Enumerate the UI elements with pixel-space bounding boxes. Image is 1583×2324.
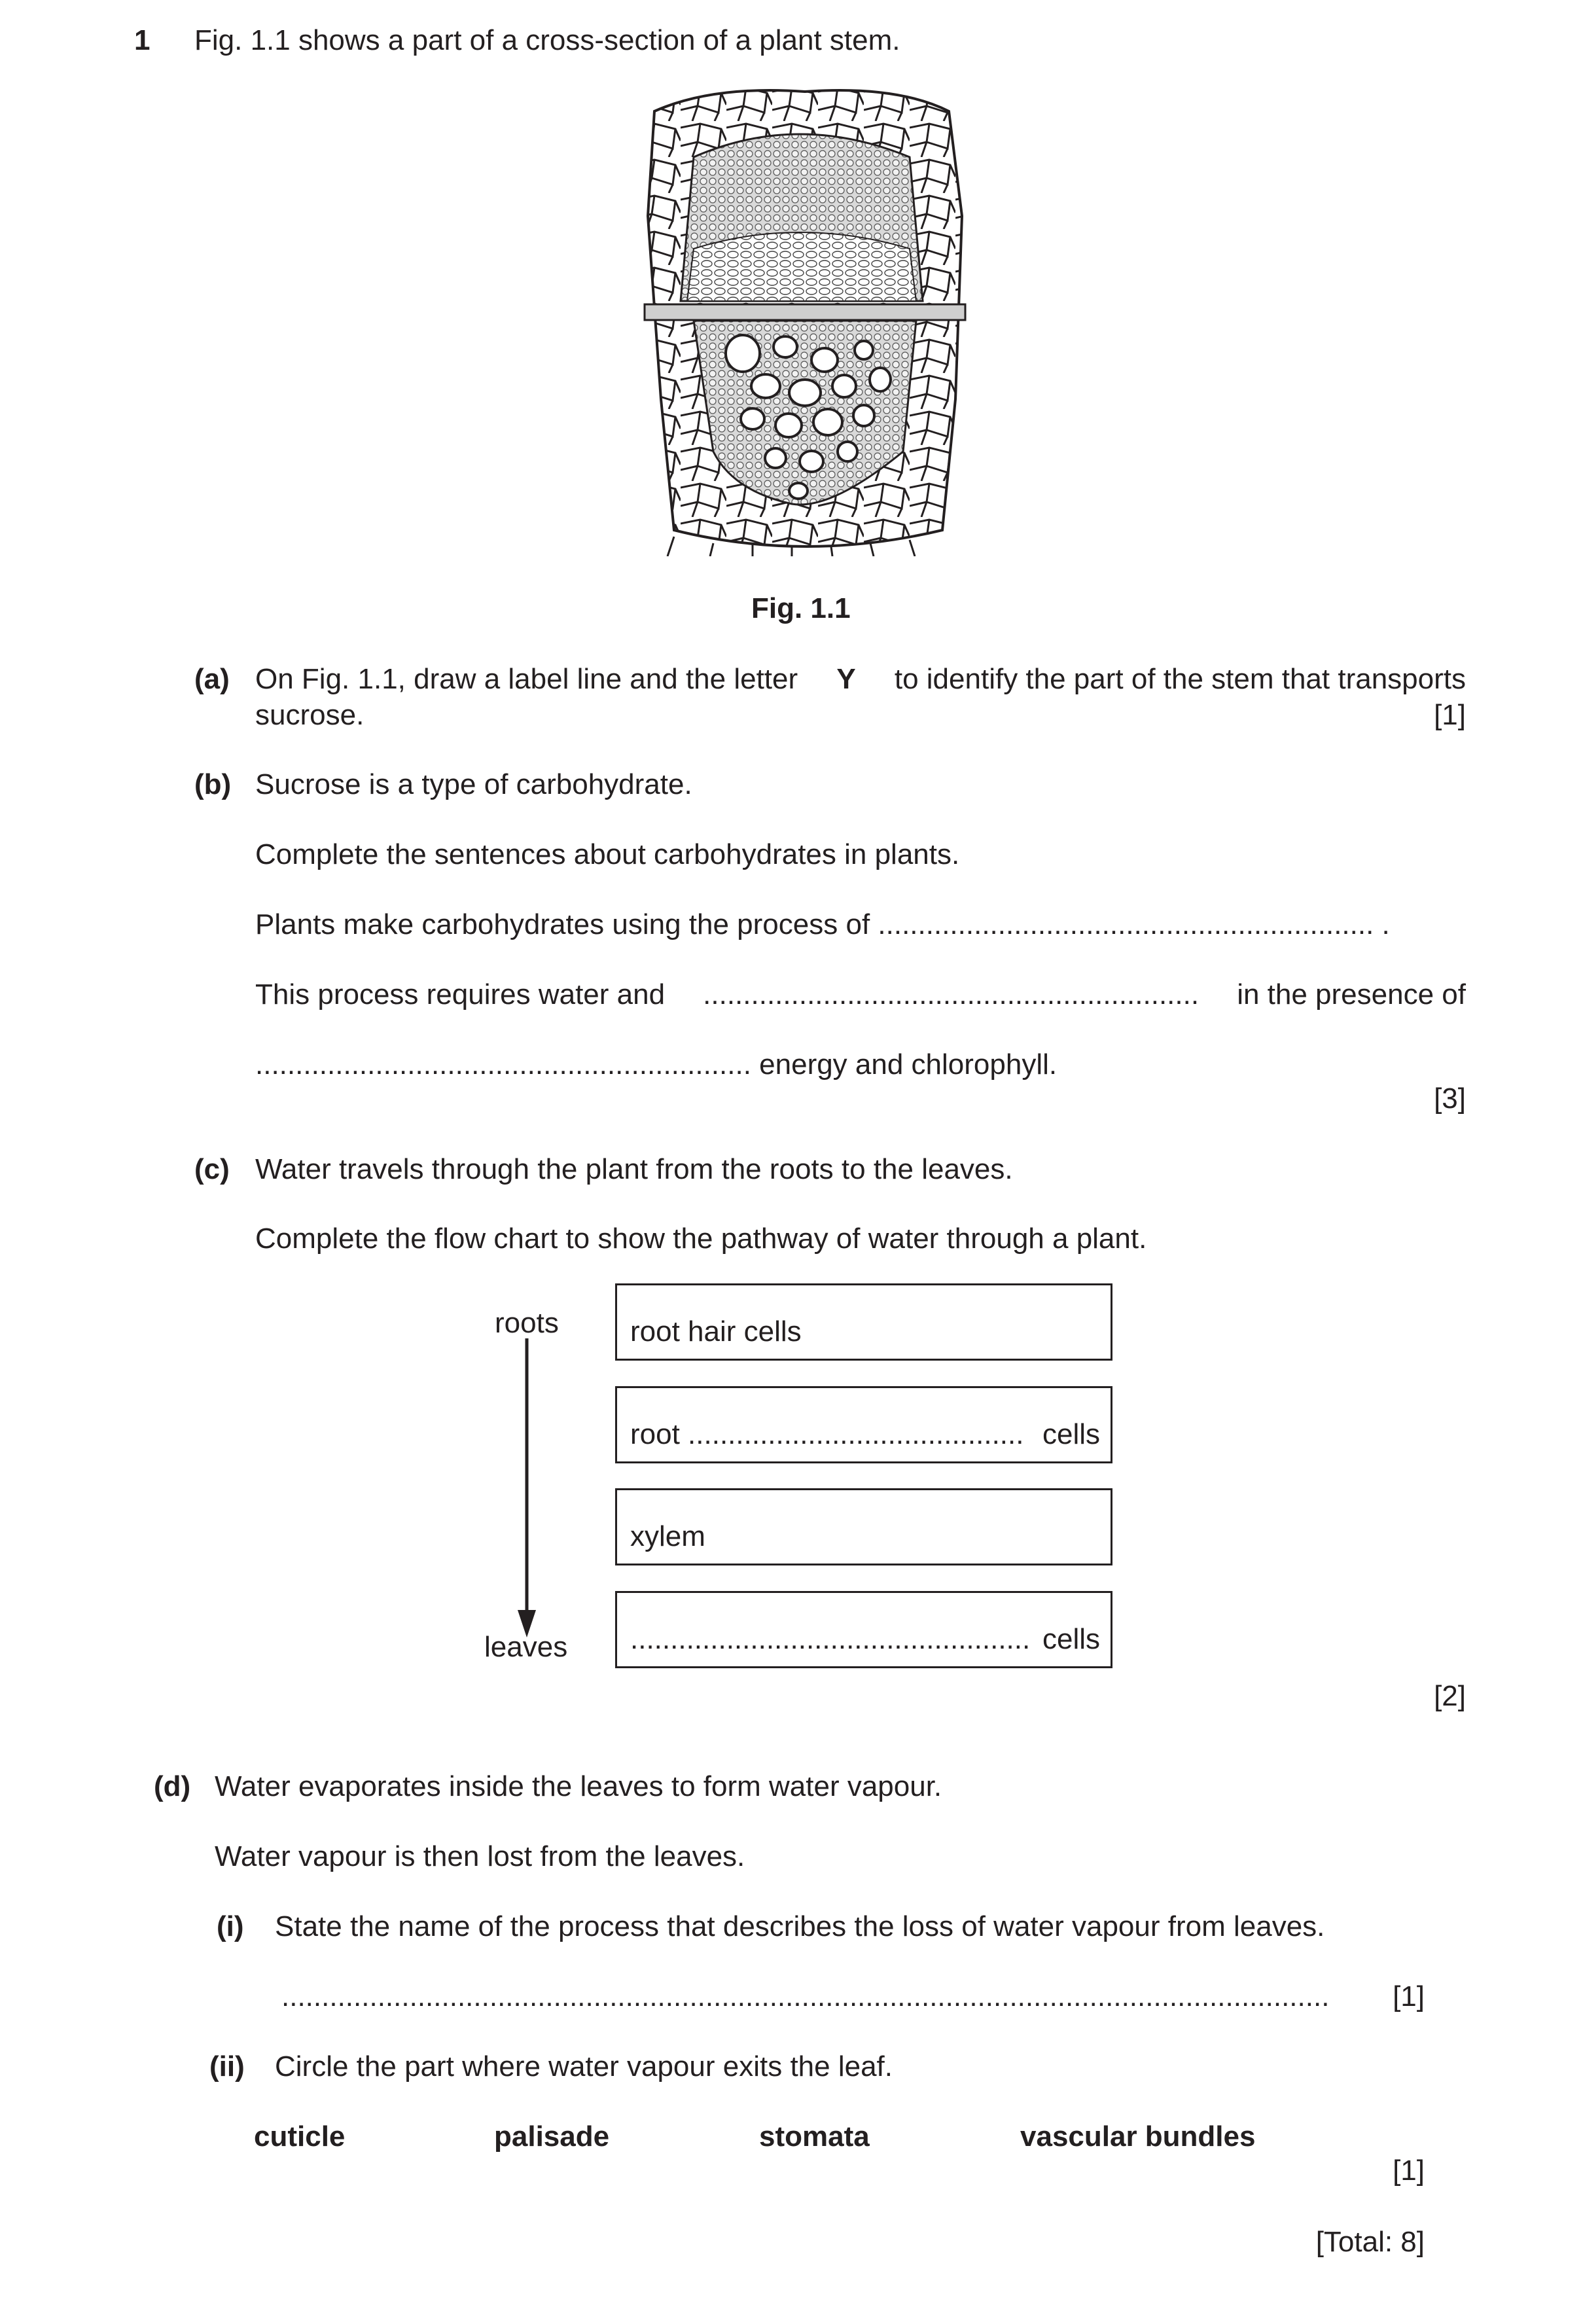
sentence2-end: in the presence of bbox=[1237, 978, 1466, 1010]
part-d-ii-marks: [1] bbox=[1393, 2154, 1425, 2187]
part-a-text-cont: to identify the part of the stem that transports bbox=[894, 663, 1466, 695]
flow-roots-label: roots bbox=[495, 1307, 559, 1339]
part-c-intro: Water travels through the plant from the roots to the leaves. bbox=[255, 1153, 1013, 1185]
option-vascular-bundles[interactable]: vascular bundles bbox=[1020, 2120, 1256, 2153]
part-d-ii-question: Circle the part where water vapour exits the leaf. bbox=[275, 2050, 893, 2083]
part-d-i-marks: [1] bbox=[1393, 1980, 1425, 2012]
part-a-marks: [1] bbox=[1434, 699, 1466, 731]
flow-box-leaf-cells[interactable] bbox=[615, 1591, 1112, 1668]
part-b-sentence3[interactable]: .............................................................. energy and chlorophyll. bbox=[255, 1048, 1058, 1081]
flow-box4-text: cells bbox=[1042, 1623, 1100, 1655]
flow-box-root-cells[interactable] bbox=[615, 1386, 1112, 1463]
option-stomata[interactable]: stomata bbox=[759, 2120, 870, 2153]
sentence2-start: This process requires water and bbox=[255, 978, 666, 1010]
question-intro: Fig. 1.1 shows a part of a cross-section of a plant stem. bbox=[194, 24, 900, 56]
part-d-i-label: (i) bbox=[217, 1910, 244, 1942]
figure-caption: Fig. 1.1 bbox=[751, 592, 851, 624]
down-arrow-icon bbox=[510, 1335, 543, 1643]
part-c-marks: [2] bbox=[1434, 1680, 1466, 1712]
flow-box1-text: root hair cells bbox=[630, 1315, 802, 1348]
part-b-marks: [3] bbox=[1434, 1082, 1466, 1115]
total-marks: [Total: 8] bbox=[1315, 2226, 1425, 2258]
part-d-intro: Water evaporates inside the leaves to form water vapour. bbox=[215, 1770, 942, 1802]
part-b-intro: Sucrose is a type of carbohydrate. bbox=[255, 768, 692, 800]
part-b-instruction: Complete the sentences about carbohydrates in plants. bbox=[255, 838, 960, 870]
part-a-label: (a) bbox=[194, 663, 230, 695]
part-b-label: (b) bbox=[194, 768, 232, 800]
flow-box4-blank[interactable]: .................................................. bbox=[630, 1623, 1031, 1655]
part-d-i-answer-line[interactable]: ................................................................................................................................... bbox=[281, 1980, 1330, 2012]
flow-box-xylem bbox=[615, 1488, 1112, 1565]
part-b-sentence1[interactable]: Plants make carbohydrates using the process of .............................................................. . bbox=[255, 908, 1390, 940]
part-d-ii-label: (ii) bbox=[209, 2050, 245, 2083]
part-a-text: On Fig. 1.1, draw a label line and the letter bbox=[255, 663, 798, 695]
question-number: 1 bbox=[134, 24, 151, 56]
plant-stem-cross-section-figure bbox=[635, 85, 975, 556]
part-a-line1 bbox=[255, 665, 1466, 694]
flow-leaves-label: leaves bbox=[484, 1631, 568, 1663]
part-a-letter: Y bbox=[836, 663, 856, 695]
flow-box2-blank[interactable]: root .......................................... bbox=[630, 1418, 1024, 1450]
part-a-line2: sucrose. bbox=[255, 699, 365, 731]
part-c-label: (c) bbox=[194, 1153, 230, 1185]
option-palisade[interactable]: palisade bbox=[494, 2120, 610, 2153]
part-d-i-question: State the name of the process that describes the loss of water vapour from leaves. bbox=[275, 1910, 1325, 1942]
part-d-label: (d) bbox=[154, 1770, 191, 1802]
sentence2-blank[interactable]: .............................................................. bbox=[703, 978, 1200, 1010]
flow-box-root-hair-cells bbox=[615, 1283, 1112, 1361]
part-d-intro2: Water vapour is then lost from the leaves. bbox=[215, 1840, 745, 1872]
option-cuticle[interactable]: cuticle bbox=[254, 2120, 346, 2153]
part-b-sentence2 bbox=[255, 980, 1466, 1009]
flow-box3-text: xylem bbox=[630, 1520, 705, 1552]
part-c-instruction: Complete the flow chart to show the pathway of water through a plant. bbox=[255, 1223, 1147, 1255]
flow-box2-text: cells bbox=[1042, 1418, 1100, 1450]
